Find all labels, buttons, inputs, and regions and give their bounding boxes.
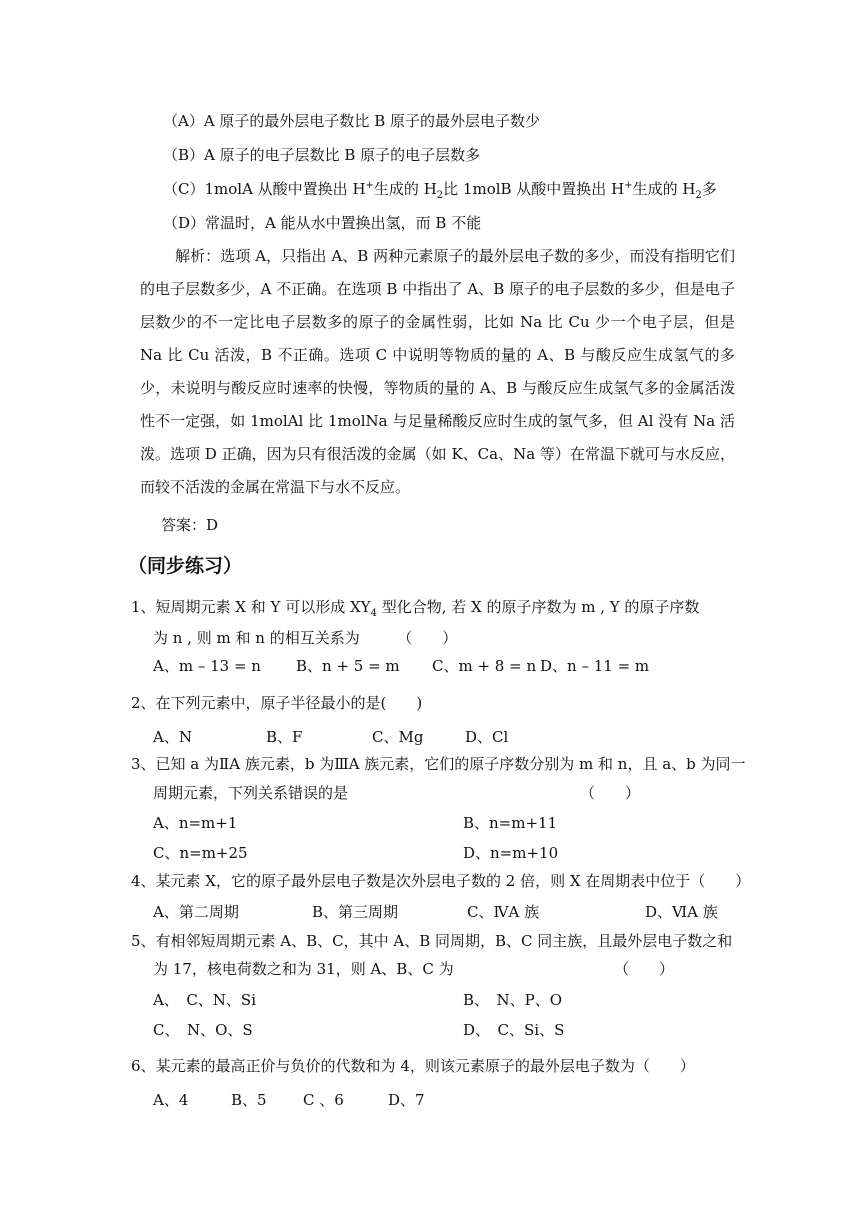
question-6-stem: 6、某元素的最高正价与负价的代数和为 4，则该元素原子的最外层电子数为（ ） <box>131 1057 695 1075</box>
question-1-line-1 <box>131 596 699 618</box>
choice-c-text-3: 比 1molB 从酸中置换出 H <box>443 180 625 198</box>
choice-c-text-2: 生成的 H <box>373 180 437 198</box>
question-4-option-d: D、ⅥA 族 <box>645 903 718 921</box>
question-5-option-b: B、 N、P、O <box>463 991 563 1009</box>
question-4-option-a: A、第二周期 <box>153 903 239 921</box>
question-3-answer-paren: （ ） <box>580 784 641 802</box>
choice-c-text-5: 多 <box>701 180 717 198</box>
question-6-option-d: D、7 <box>388 1091 425 1109</box>
choice-a: （A）A 原子的最外层电子数比 B 原子的最外层电子数少 <box>163 112 540 130</box>
analysis-paragraph: 解析：选项 A，只指出 A、B 两种元素原子的最外层电子数的多少，而没有指明它们的电子层数多少，A 不正确。在选项 B 中指出了 A、B 原子的电子层数的多少，但是电子层数少的不一定比电子层数多的原子的金属性弱，比如 Na 比 Cu 少一个电子层，但是 Na 比 Cu 活泼，B 不正确。选项 C 中说明等物质的量的 A、B 与酸反应生成氢气的多少，未说明与酸反应时速率的快慢，等物质的量的 A、B 与酸反应生成氢气多的金属活泼性不一定强，如 1molAl 比 1molNa 与足量稀酸反应时生成的氢气多，但 Al 没有 Na 活泼。选项 D 正确，因为只有很活泼的金属（如 K、Ca、Na 等）在常温下就可与水反应，而较不活泼的金属在常温下与水不反应。 <box>140 247 735 496</box>
question-5-line-1: 5、有相邻短周期元素 A、B、C，其中 A、B 同周期，B、C 同主族，且最外层电子数之和 <box>131 932 733 950</box>
question-6-option-c: C 、6 <box>303 1091 344 1109</box>
question-4-option-c: C、ⅣA 族 <box>467 903 540 921</box>
question-1-text-a: 1、短周期元素 X 和 Y 可以形成 XY <box>131 598 371 616</box>
choice-c <box>163 178 717 200</box>
question-1-text-b: 型化合物, 若 X 的原子序数为 m , Y 的原子序数 <box>376 598 700 616</box>
question-1-option-b: B、n + 5 = m <box>296 657 400 675</box>
question-2-option-c: C、Mg <box>372 728 424 746</box>
choice-b: （B）A 原子的电子层数比 B 原子的电子层数多 <box>163 146 481 164</box>
question-6-option-b: B、5 <box>231 1091 267 1109</box>
question-2-stem: 2、在下列元素中，原子半径最小的是( ) <box>131 694 423 712</box>
subscript-two: 2 <box>436 190 444 201</box>
superscript-plus: + <box>365 180 374 191</box>
choice-c-text-1: （C）1molA 从酸中置换出 H <box>163 180 366 198</box>
question-3-option-d: D、n=m+10 <box>463 844 559 862</box>
question-5-answer-paren: （ ） <box>614 960 675 978</box>
question-4-option-b: B、第三周期 <box>312 903 399 921</box>
question-3-line-2: 周期元素，下列关系错误的是 <box>153 784 349 802</box>
question-2-option-d: D、Cl <box>465 728 509 746</box>
question-5-option-a: A、 C、N、Si <box>153 991 257 1009</box>
answer-line: 答案：D <box>161 516 219 534</box>
choice-d: （D）常温时，A 能从水中置换出氢，而 B 不能 <box>163 214 482 232</box>
question-5-line-2: 为 17，核电荷数之和为 31，则 A、B、C 为 <box>153 960 454 978</box>
question-3-option-a: A、n=m+1 <box>153 814 238 832</box>
subscript-two: 2 <box>695 190 702 201</box>
question-1-line-2: 为 n , 则 m 和 n 的相互关系为 （ ） <box>153 629 458 647</box>
question-3-option-c: C、n=m+25 <box>153 844 248 862</box>
question-6-option-a: A、4 <box>153 1091 189 1109</box>
question-5-option-d: D、 C、Si、S <box>463 1021 565 1039</box>
question-2-option-b: B、F <box>266 728 303 746</box>
question-2-option-a: A、N <box>153 728 192 746</box>
question-3-line-1: 3、已知 a 为ⅡA 族元素，b 为ⅢA 族元素，它们的原子序数分别为 m 和 n，且 a、b 为同一 <box>131 755 746 773</box>
question-1-option-a: A、m – 13 = n <box>153 657 261 675</box>
section-title: （同步练习） <box>128 555 243 577</box>
question-4-stem: 4、某元素 X，它的原子最外层电子数是次外层电子数的 2 倍，则 X 在周期表中位于（ ） <box>131 872 751 890</box>
superscript-plus: + <box>624 180 633 191</box>
question-3-option-b: B、n=m+11 <box>463 814 558 832</box>
question-1-option-d: D、n – 11 = m <box>540 657 650 675</box>
question-1-option-c: C、m + 8 = n <box>432 657 537 675</box>
subscript-four: 4 <box>370 608 377 619</box>
choice-c-text-4: 生成的 H <box>632 180 696 198</box>
question-5-option-c: C、 N、O、S <box>153 1021 253 1039</box>
